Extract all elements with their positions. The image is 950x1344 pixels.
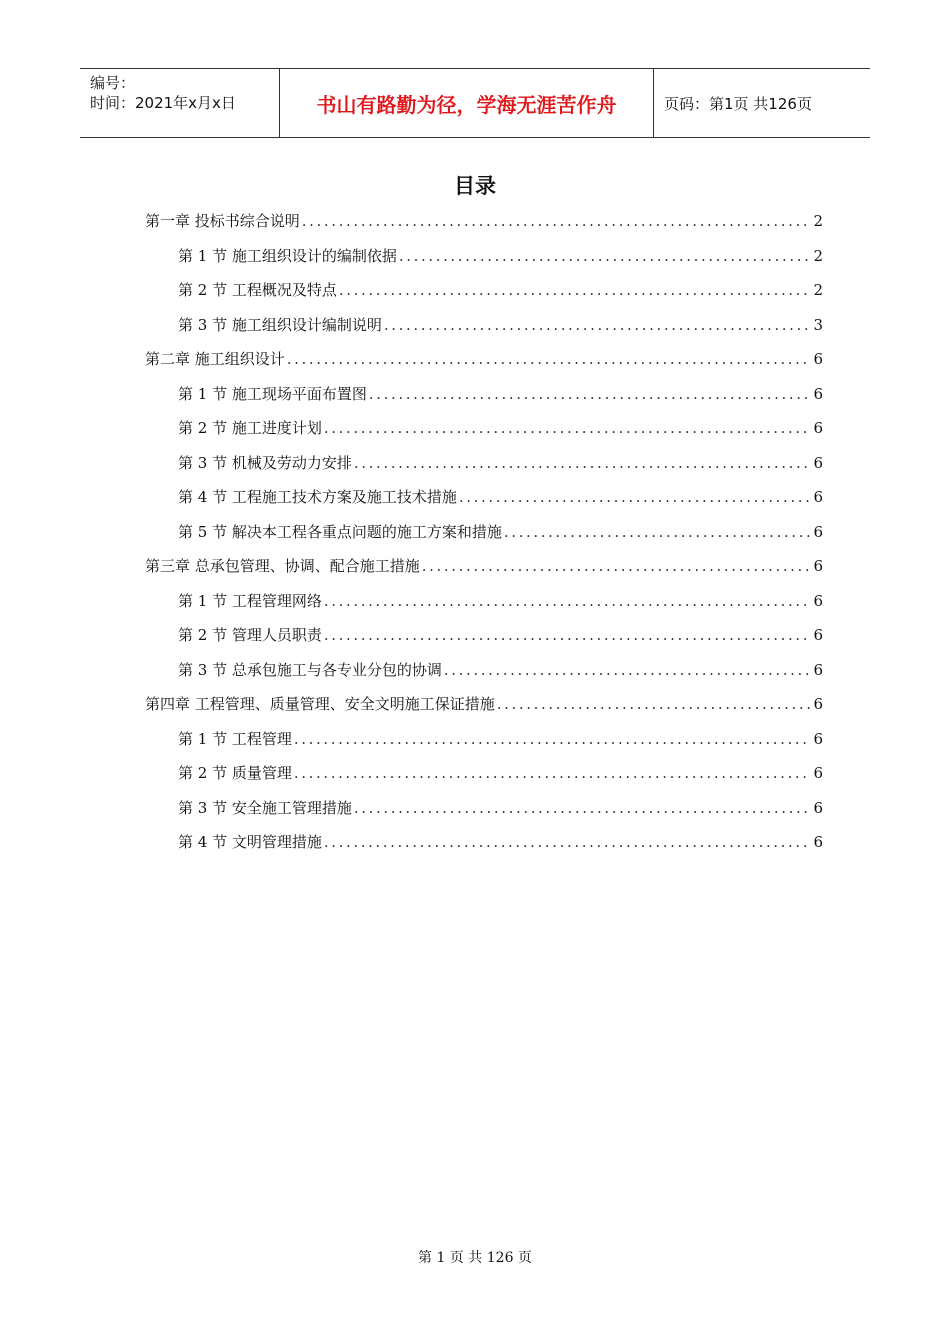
toc-entry-page: 6 <box>813 695 823 713</box>
toc-dot-leader <box>354 454 812 472</box>
header-page-info-cell <box>654 69 870 137</box>
page-header <box>80 68 870 138</box>
toc-dot-leader <box>497 695 812 713</box>
header-meta <box>80 69 280 137</box>
toc-section-entry[interactable] <box>145 521 823 556</box>
toc-section-entry[interactable] <box>145 659 823 694</box>
number-label: 编号： <box>90 74 136 92</box>
toc-section-entry[interactable] <box>145 728 823 763</box>
toc-entry-page: 6 <box>813 626 823 644</box>
toc-entry-title: 第 2 节 施工进度计划 <box>178 419 322 437</box>
table-of-contents <box>145 210 823 866</box>
toc-dot-leader <box>444 661 812 679</box>
toc-entry-title: 第 1 节 施工组织设计的编制依据 <box>178 246 397 265</box>
toc-entry-page: 6 <box>813 522 823 541</box>
header-motto-cell <box>280 69 654 137</box>
toc-entry-page: 6 <box>813 453 823 472</box>
toc-chapter-entry[interactable] <box>145 555 823 590</box>
toc-entry-title: 第 3 节 机械及劳动力安排 <box>178 453 352 472</box>
toc-entry-page: 6 <box>813 798 823 817</box>
time-label: 时间：2021年x月x日 <box>90 94 236 112</box>
toc-entry-page: 6 <box>813 488 823 506</box>
header-motto: 书山有路勤为径，学海无涯苦作舟 <box>316 92 617 117</box>
toc-section-entry[interactable] <box>145 624 823 659</box>
toc-section-entry[interactable] <box>145 245 823 280</box>
toc-entry-page: 6 <box>813 557 823 575</box>
toc-section-entry[interactable] <box>145 831 823 866</box>
toc-dot-leader <box>399 247 812 265</box>
toc-entry-title: 第 3 节 安全施工管理措施 <box>178 798 352 817</box>
toc-section-entry[interactable] <box>145 314 823 349</box>
toc-entry-title: 第四章 工程管理、质量管理、安全文明施工保证措施 <box>145 695 495 713</box>
toc-entry-page: 6 <box>813 729 823 748</box>
toc-chapter-entry[interactable] <box>145 348 823 383</box>
toc-section-entry[interactable] <box>145 590 823 625</box>
toc-dot-leader <box>287 350 812 368</box>
toc-entry-title: 第 5 节 解决本工程各重点问题的施工方案和措施 <box>178 522 502 541</box>
toc-section-entry[interactable] <box>145 417 823 452</box>
toc-section-entry[interactable] <box>145 279 823 314</box>
toc-entry-page: 6 <box>813 660 823 679</box>
toc-entry-page: 6 <box>813 833 823 851</box>
toc-dot-leader <box>324 419 812 437</box>
toc-dot-leader <box>384 316 812 334</box>
toc-entry-page: 6 <box>813 591 823 610</box>
toc-dot-leader <box>504 523 812 541</box>
toc-entry-title: 第三章 总承包管理、协调、配合施工措施 <box>145 557 420 575</box>
toc-section-entry[interactable] <box>145 486 823 521</box>
toc-section-entry[interactable] <box>145 797 823 832</box>
toc-entry-page: 6 <box>813 764 823 782</box>
toc-entry-page: 3 <box>813 315 823 334</box>
toc-entry-title: 第 1 节 施工现场平面布置图 <box>178 384 367 403</box>
toc-entry-title: 第 4 节 工程施工技术方案及施工技术措施 <box>178 488 457 506</box>
page-footer: 第 1 页 共 126 页 <box>418 1250 532 1266</box>
toc-dot-leader <box>459 488 812 506</box>
toc-entry-title: 第一章 投标书综合说明 <box>145 212 300 230</box>
toc-entry-title: 第 2 节 工程概况及特点 <box>178 281 337 299</box>
toc-entry-page: 2 <box>813 212 823 230</box>
toc-dot-leader <box>324 592 812 610</box>
toc-entry-page: 6 <box>813 350 823 368</box>
toc-dot-leader <box>324 626 812 644</box>
toc-entry-title: 第二章 施工组织设计 <box>145 350 285 368</box>
toc-dot-leader <box>302 212 812 230</box>
toc-entry-title: 第 2 节 质量管理 <box>178 764 292 782</box>
toc-section-entry[interactable] <box>145 452 823 487</box>
header-page-info: 页码：第1页 共126页 <box>664 94 812 113</box>
toc-dot-leader <box>369 385 812 403</box>
toc-dot-leader <box>354 799 812 817</box>
toc-title: 目录 <box>454 174 496 198</box>
toc-entry-page: 6 <box>813 419 823 437</box>
toc-section-entry[interactable] <box>145 762 823 797</box>
toc-dot-leader <box>324 833 812 851</box>
toc-entry-title: 第 1 节 工程管理 <box>178 729 292 748</box>
toc-entry-page: 6 <box>813 384 823 403</box>
toc-entry-title: 第 2 节 管理人员职责 <box>178 626 322 644</box>
toc-dot-leader <box>422 557 812 575</box>
toc-dot-leader <box>339 281 812 299</box>
toc-entry-page: 2 <box>813 246 823 265</box>
toc-dot-leader <box>294 764 812 782</box>
toc-entry-title: 第 3 节 施工组织设计编制说明 <box>178 315 382 334</box>
toc-chapter-entry[interactable] <box>145 210 823 245</box>
toc-entry-title: 第 4 节 文明管理措施 <box>178 833 322 851</box>
toc-dot-leader <box>294 730 812 748</box>
toc-entry-title: 第 3 节 总承包施工与各专业分包的协调 <box>178 660 442 679</box>
toc-chapter-entry[interactable] <box>145 693 823 728</box>
toc-section-entry[interactable] <box>145 383 823 418</box>
toc-entry-title: 第 1 节 工程管理网络 <box>178 591 322 610</box>
toc-entry-page: 2 <box>813 281 823 299</box>
